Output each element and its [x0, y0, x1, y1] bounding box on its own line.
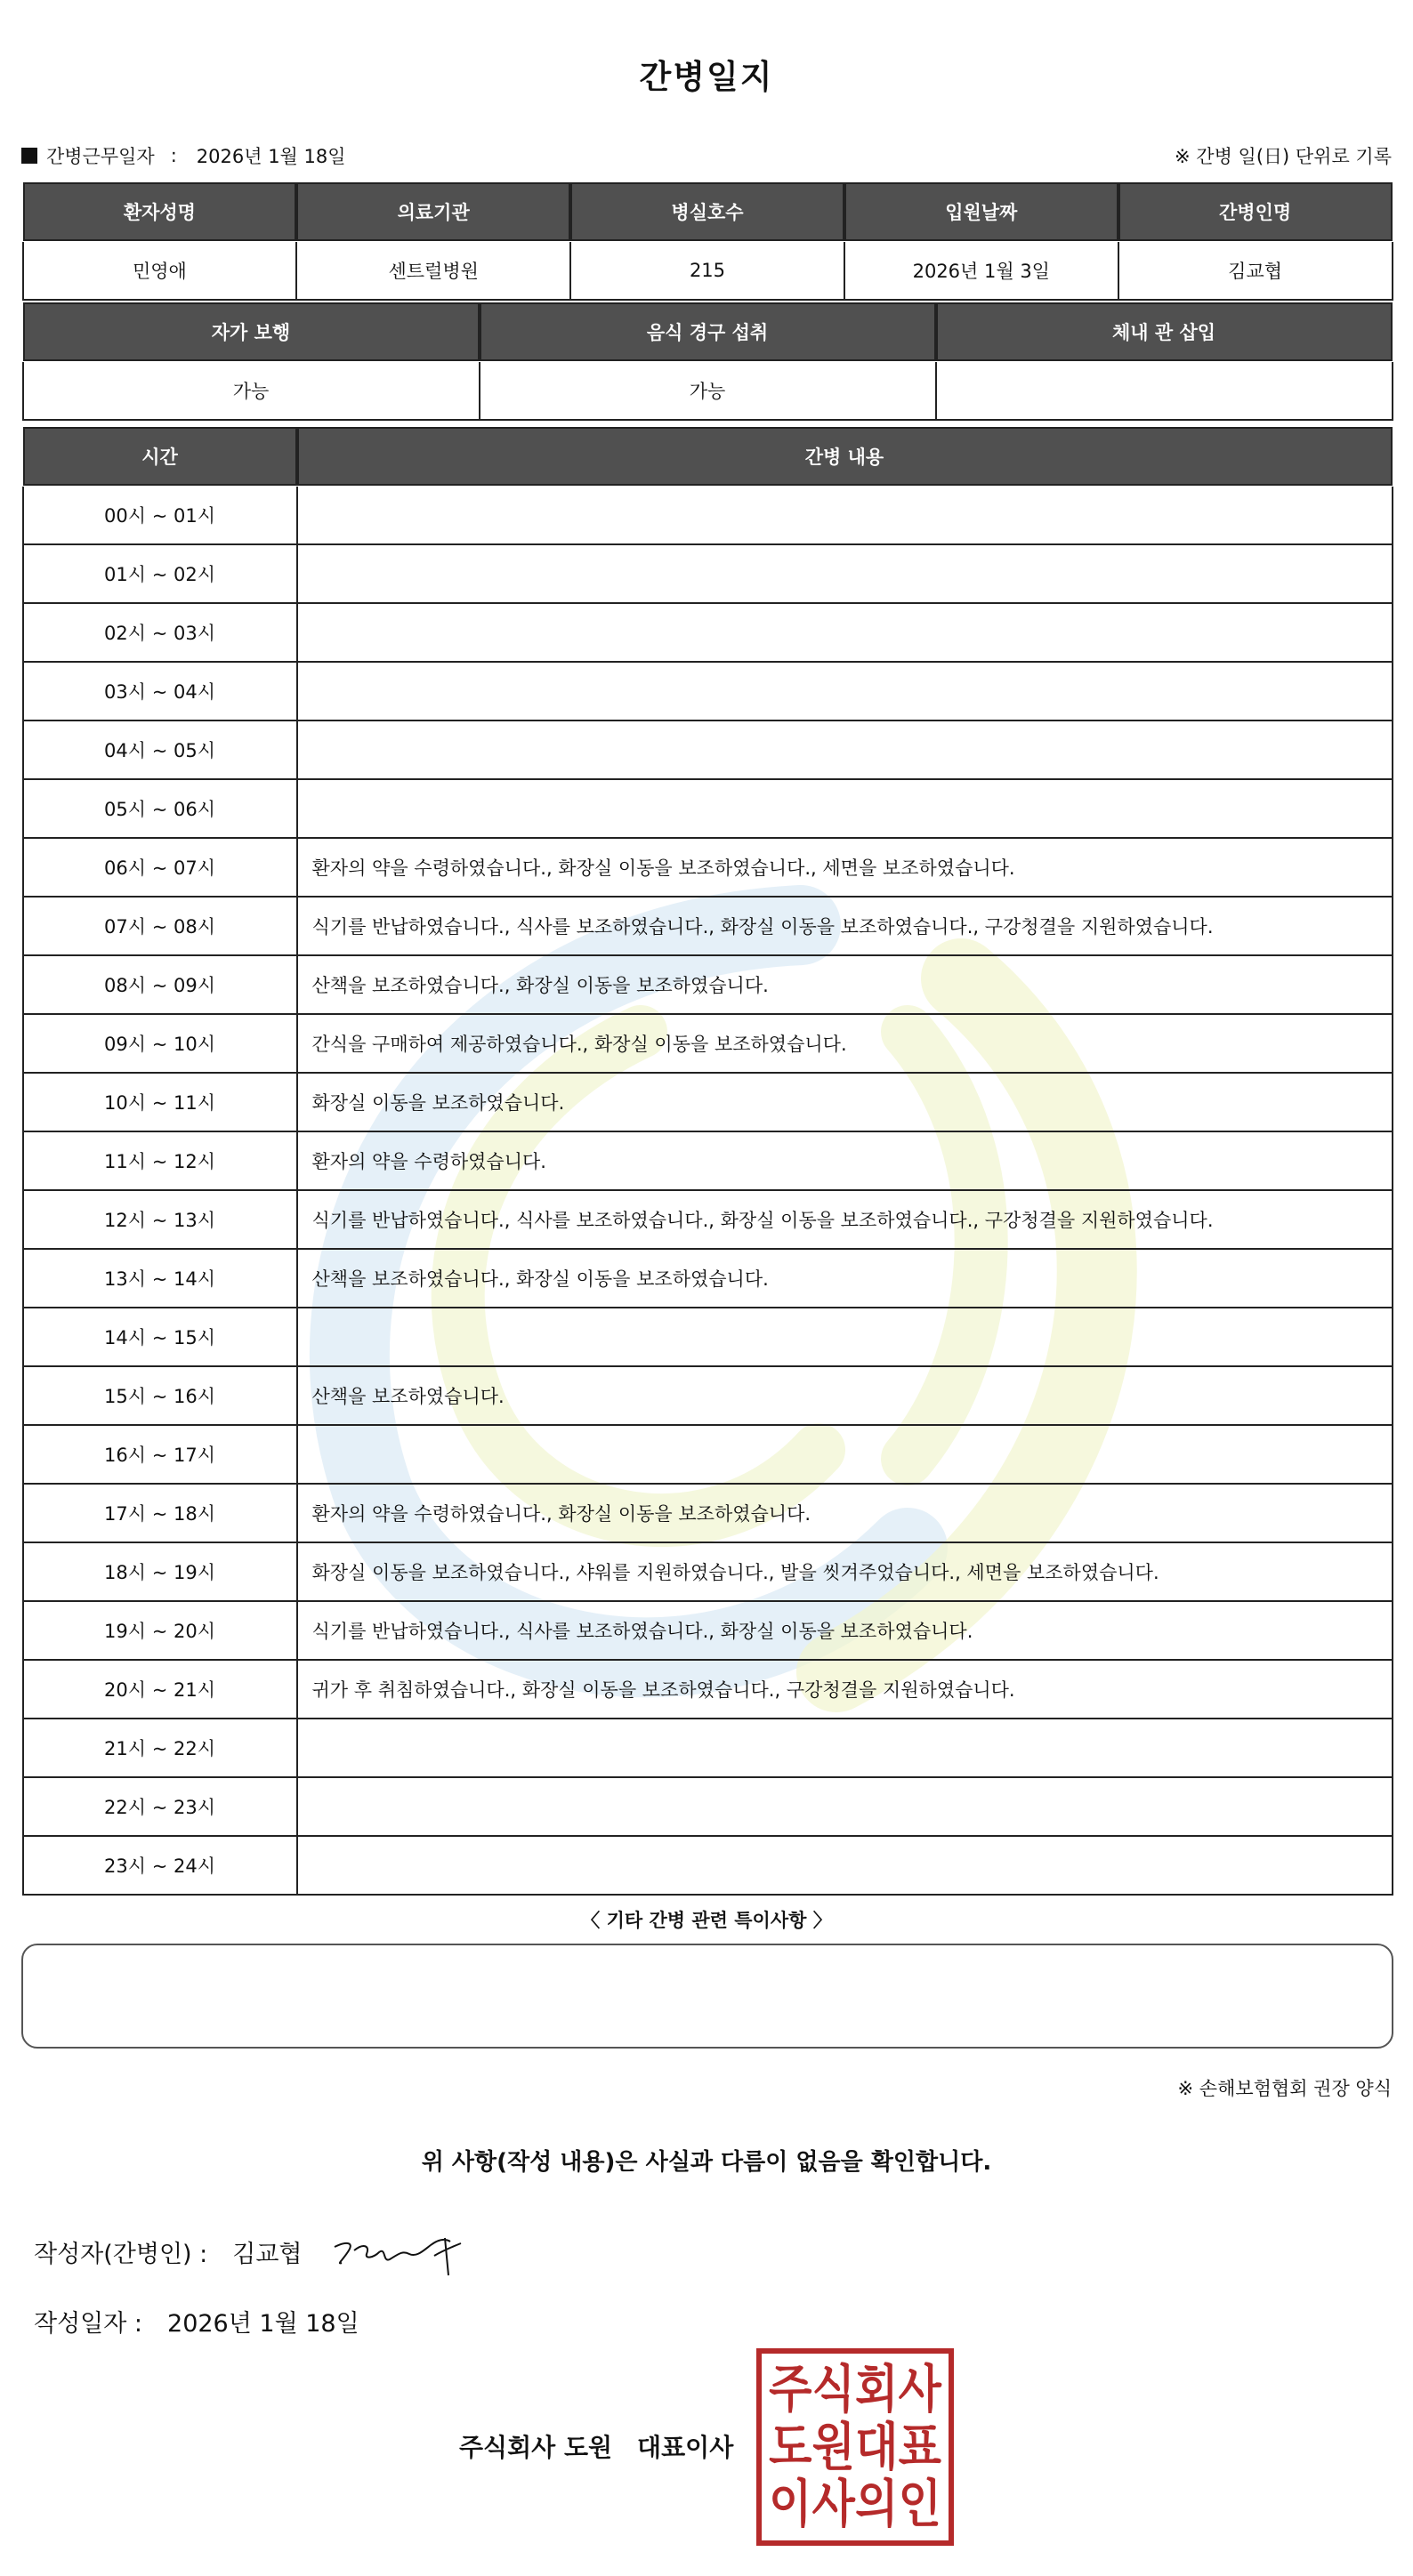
header-care-content: 간병 내용 [297, 427, 1393, 486]
time-slot: 13시 ~ 14시 [23, 1249, 297, 1308]
header-oral-intake: 음식 경구 섭취 [480, 302, 936, 361]
table-row [23, 838, 1393, 897]
confirmation-statement: 위 사항(작성 내용)은 사실과 다름이 없음을 확인합니다. [421, 2149, 992, 2176]
seal-character: 인 [898, 2475, 941, 2535]
work-date-value: 2026년 1월 18일 [196, 146, 346, 167]
tube-insertion-value [936, 361, 1393, 420]
table-row [23, 1601, 1393, 1660]
care-note [297, 1777, 1393, 1836]
time-slot: 07시 ~ 08시 [23, 897, 297, 955]
write-date-value: 2026년 1월 18일 [167, 2310, 359, 2338]
hospital-name: 센트럴병원 [296, 241, 570, 300]
care-note [297, 720, 1393, 779]
time-slot: 12시 ~ 13시 [23, 1190, 297, 1249]
time-slot: 04시 ~ 05시 [23, 720, 297, 779]
seal-character: 사 [898, 2359, 941, 2419]
care-note: 간식을 구매하여 제공하였습니다., 화장실 이동을 보조하였습니다. [297, 1014, 1393, 1073]
square-bullet-icon [21, 148, 37, 164]
care-note [297, 603, 1393, 662]
record-unit-note: ※ 간병 일(日) 단위로 기록 [1175, 146, 1392, 167]
time-slot: 09시 ~ 10시 [23, 1014, 297, 1073]
table-row [23, 1073, 1393, 1131]
room-number: 215 [570, 241, 844, 300]
care-note: 식기를 반납하였습니다., 식사를 보조하였습니다., 화장실 이동을 보조하였습니다., 구강청결을 지원하였습니다. [297, 897, 1393, 955]
care-note [297, 1836, 1393, 1895]
company-seal-stamp [756, 2348, 954, 2546]
care-note: 산책을 보조하였습니다., 화장실 이동을 보조하였습니다. [297, 1249, 1393, 1308]
seal-character: 사 [811, 2475, 855, 2535]
care-note [297, 544, 1393, 603]
care-note: 산책을 보조하였습니다., 화장실 이동을 보조하였습니다. [297, 955, 1393, 1014]
table-row [23, 1131, 1393, 1190]
care-note [297, 1308, 1393, 1366]
header-self-walking: 자가 보행 [23, 302, 480, 361]
table-row [23, 1777, 1393, 1836]
care-note [297, 1719, 1393, 1777]
table-row [23, 1014, 1393, 1073]
header-time: 시간 [23, 427, 297, 486]
work-date-label: 간병근무일자 [46, 146, 155, 167]
time-slot: 10시 ~ 11시 [23, 1073, 297, 1131]
care-note: 환자의 약을 수령하였습니다., 화장실 이동을 보조하였습니다., 세면을 보조하였습니다. [297, 838, 1393, 897]
care-note: 산책을 보조하였습니다. [297, 1366, 1393, 1425]
care-note: 화장실 이동을 보조하였습니다. [297, 1073, 1393, 1131]
care-note [297, 779, 1393, 838]
table-row [23, 1719, 1393, 1777]
seal-character: 회 [855, 2359, 899, 2419]
table-row [23, 897, 1393, 955]
time-slot: 16시 ~ 17시 [23, 1425, 297, 1484]
time-slot: 14시 ~ 15시 [23, 1308, 297, 1366]
table-row [23, 662, 1393, 720]
care-note: 식기를 반납하였습니다., 식사를 보조하였습니다., 화장실 이동을 보조하였습니다., 구강청결을 지원하였습니다. [297, 1190, 1393, 1249]
self-walking-value: 가능 [23, 361, 480, 420]
table-row [23, 486, 1393, 544]
time-slot: 19시 ~ 20시 [23, 1601, 297, 1660]
time-slot: 22시 ~ 23시 [23, 1777, 297, 1836]
time-slot: 23시 ~ 24시 [23, 1836, 297, 1895]
care-note: 귀가 후 취침하였습니다., 화장실 이동을 보조하였습니다., 구강청결을 지원하였습니다. [297, 1660, 1393, 1719]
time-slot: 17시 ~ 18시 [23, 1484, 297, 1542]
table-row [23, 720, 1393, 779]
table-row [23, 955, 1393, 1014]
patient-name: 민영애 [23, 241, 297, 300]
special-notes-box [21, 1944, 1393, 2049]
care-note: 화장실 이동을 보조하였습니다., 샤워를 지원하였습니다., 발을 씻겨주었습니다., 세면을 보조하였습니다. [297, 1542, 1393, 1601]
care-log-table [21, 425, 1393, 1896]
table-row [23, 1836, 1393, 1895]
oral-intake-value: 가능 [480, 361, 936, 420]
care-note: 환자의 약을 수령하였습니다., 화장실 이동을 보조하였습니다. [297, 1484, 1393, 1542]
care-note [297, 1425, 1393, 1484]
care-note [297, 662, 1393, 720]
care-note: 식기를 반납하였습니다., 식사를 보조하였습니다., 화장실 이동을 보조하였습니다. [297, 1601, 1393, 1660]
seal-character: 대 [855, 2417, 899, 2477]
writer-line [34, 2234, 303, 2269]
table-row [23, 1249, 1393, 1308]
patient-status-table [21, 301, 1393, 421]
seal-character: 식 [811, 2359, 855, 2419]
time-slot: 21시 ~ 22시 [23, 1719, 297, 1777]
seal-character: 주 [769, 2359, 812, 2419]
write-date-label: 작성일자 : [34, 2310, 143, 2338]
header-tube-insertion: 체내 관 삽입 [936, 302, 1393, 361]
seal-character: 의 [855, 2475, 899, 2535]
time-slot: 01시 ~ 02시 [23, 544, 297, 603]
time-slot: 15시 ~ 16시 [23, 1366, 297, 1425]
header-patient-name: 환자성명 [23, 182, 297, 241]
time-slot: 00시 ~ 01시 [23, 486, 297, 544]
seal-character: 도 [769, 2417, 812, 2477]
seal-character: 이 [769, 2475, 812, 2535]
writer-label: 작성자(간병인) : [34, 2241, 208, 2268]
admission-date: 2026년 1월 3일 [844, 241, 1118, 300]
writer-name: 김교협 [232, 2241, 303, 2268]
patient-info-table [21, 181, 1393, 301]
table-row [23, 544, 1393, 603]
handwritten-signature [327, 2224, 488, 2277]
header-room-number: 병실호수 [570, 182, 844, 241]
company-signature-line [459, 2428, 733, 2464]
header-admission-date: 입원날짜 [844, 182, 1118, 241]
ceo-title: 대표이사 [637, 2433, 734, 2462]
work-date-line [21, 142, 346, 169]
seal-character: 표 [898, 2417, 941, 2477]
time-slot: 06시 ~ 07시 [23, 838, 297, 897]
special-notes-title: 〈 기타 간병 관련 특이사항 〉 [581, 1910, 832, 1931]
time-slot: 11시 ~ 12시 [23, 1131, 297, 1190]
work-date-separator: : [170, 145, 177, 166]
time-slot: 05시 ~ 06시 [23, 779, 297, 838]
time-slot: 08시 ~ 09시 [23, 955, 297, 1014]
care-note [297, 486, 1393, 544]
seal-character: 원 [811, 2417, 855, 2477]
table-row [23, 1190, 1393, 1249]
header-caregiver-name: 간병인명 [1118, 182, 1393, 241]
company-name: 주식회사 도원 [459, 2433, 613, 2462]
table-row [23, 1660, 1393, 1719]
table-row [23, 1484, 1393, 1542]
care-log-body [23, 486, 1393, 1895]
table-row [23, 1542, 1393, 1601]
table-row [23, 1425, 1393, 1484]
care-note: 환자의 약을 수령하였습니다. [297, 1131, 1393, 1190]
header-hospital: 의료기관 [296, 182, 570, 241]
time-slot: 03시 ~ 04시 [23, 662, 297, 720]
caregiver-name: 김교협 [1118, 241, 1393, 300]
page-title: 간병일지 [639, 58, 774, 96]
association-form-note: ※ 손해보험협회 권장 양식 [1177, 2078, 1392, 2099]
table-row [23, 1308, 1393, 1366]
write-date-line [34, 2304, 359, 2339]
table-row [23, 779, 1393, 838]
table-row [23, 603, 1393, 662]
time-slot: 18시 ~ 19시 [23, 1542, 297, 1601]
table-row [23, 1366, 1393, 1425]
time-slot: 02시 ~ 03시 [23, 603, 297, 662]
time-slot: 20시 ~ 21시 [23, 1660, 297, 1719]
